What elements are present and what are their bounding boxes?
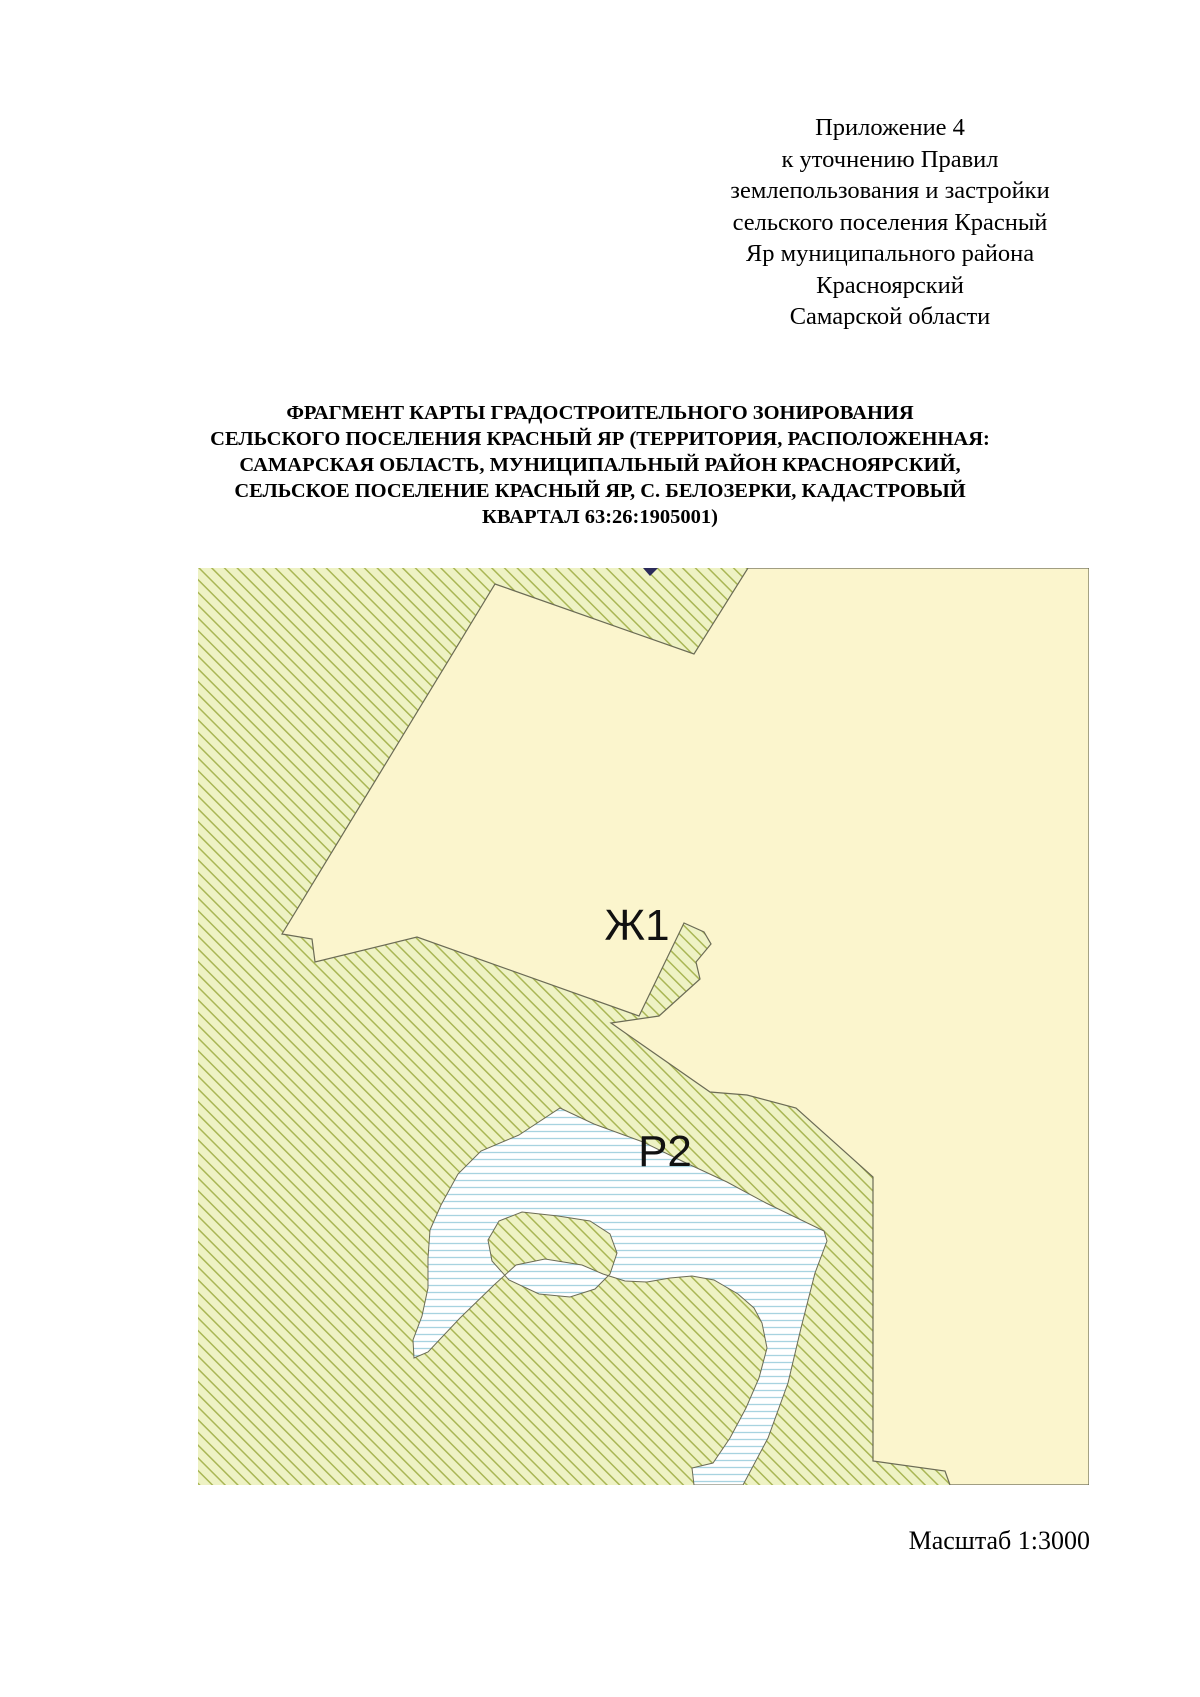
- appendix-line: к уточнению Правил: [781, 145, 999, 173]
- title-line: СЕЛЬСКОГО ПОСЕЛЕНИЯ КРАСНЫЙ ЯР (ТЕРРИТОРИЯ, РАСПОЛОЖЕННАЯ:: [210, 428, 990, 450]
- title-line: СЕЛЬСКОЕ ПОСЕЛЕНИЕ КРАСНЫЙ ЯР, С. БЕЛОЗЕРКИ, КАДАСТРОВЫЙ: [234, 480, 966, 502]
- appendix-line: Красноярский: [816, 271, 964, 299]
- zoning-map: [198, 568, 1089, 1485]
- appendix-line: Яр муниципального района: [745, 240, 1035, 267]
- map-scale: Масштаб 1:3000: [908, 1526, 1090, 1555]
- title-line: САМАРСКАЯ ОБЛАСТЬ, МУНИЦИПАЛЬНЫЙ РАЙОН КРАСНОЯРСКИЙ,: [239, 454, 961, 476]
- appendix-line: Приложение 4: [815, 114, 965, 141]
- appendix-header: [690, 112, 1090, 333]
- zoning-map-svg: [198, 568, 1089, 1485]
- appendix-line: землепользования и застройки: [730, 177, 1050, 204]
- title-line: ФРАГМЕНТ КАРТЫ ГРАДОСТРОИТЕЛЬНОГО ЗОНИРОВАНИЯ: [286, 402, 914, 424]
- zone-label-zh1: Ж1: [604, 901, 670, 950]
- map-title: [150, 400, 1050, 530]
- zone-label-r2: Р2: [638, 1127, 692, 1176]
- title-line: КВАРТАЛ 63:26:1905001): [482, 506, 718, 528]
- appendix-line: сельского поселения Красный: [732, 208, 1048, 236]
- appendix-line: Самарской области: [789, 303, 991, 330]
